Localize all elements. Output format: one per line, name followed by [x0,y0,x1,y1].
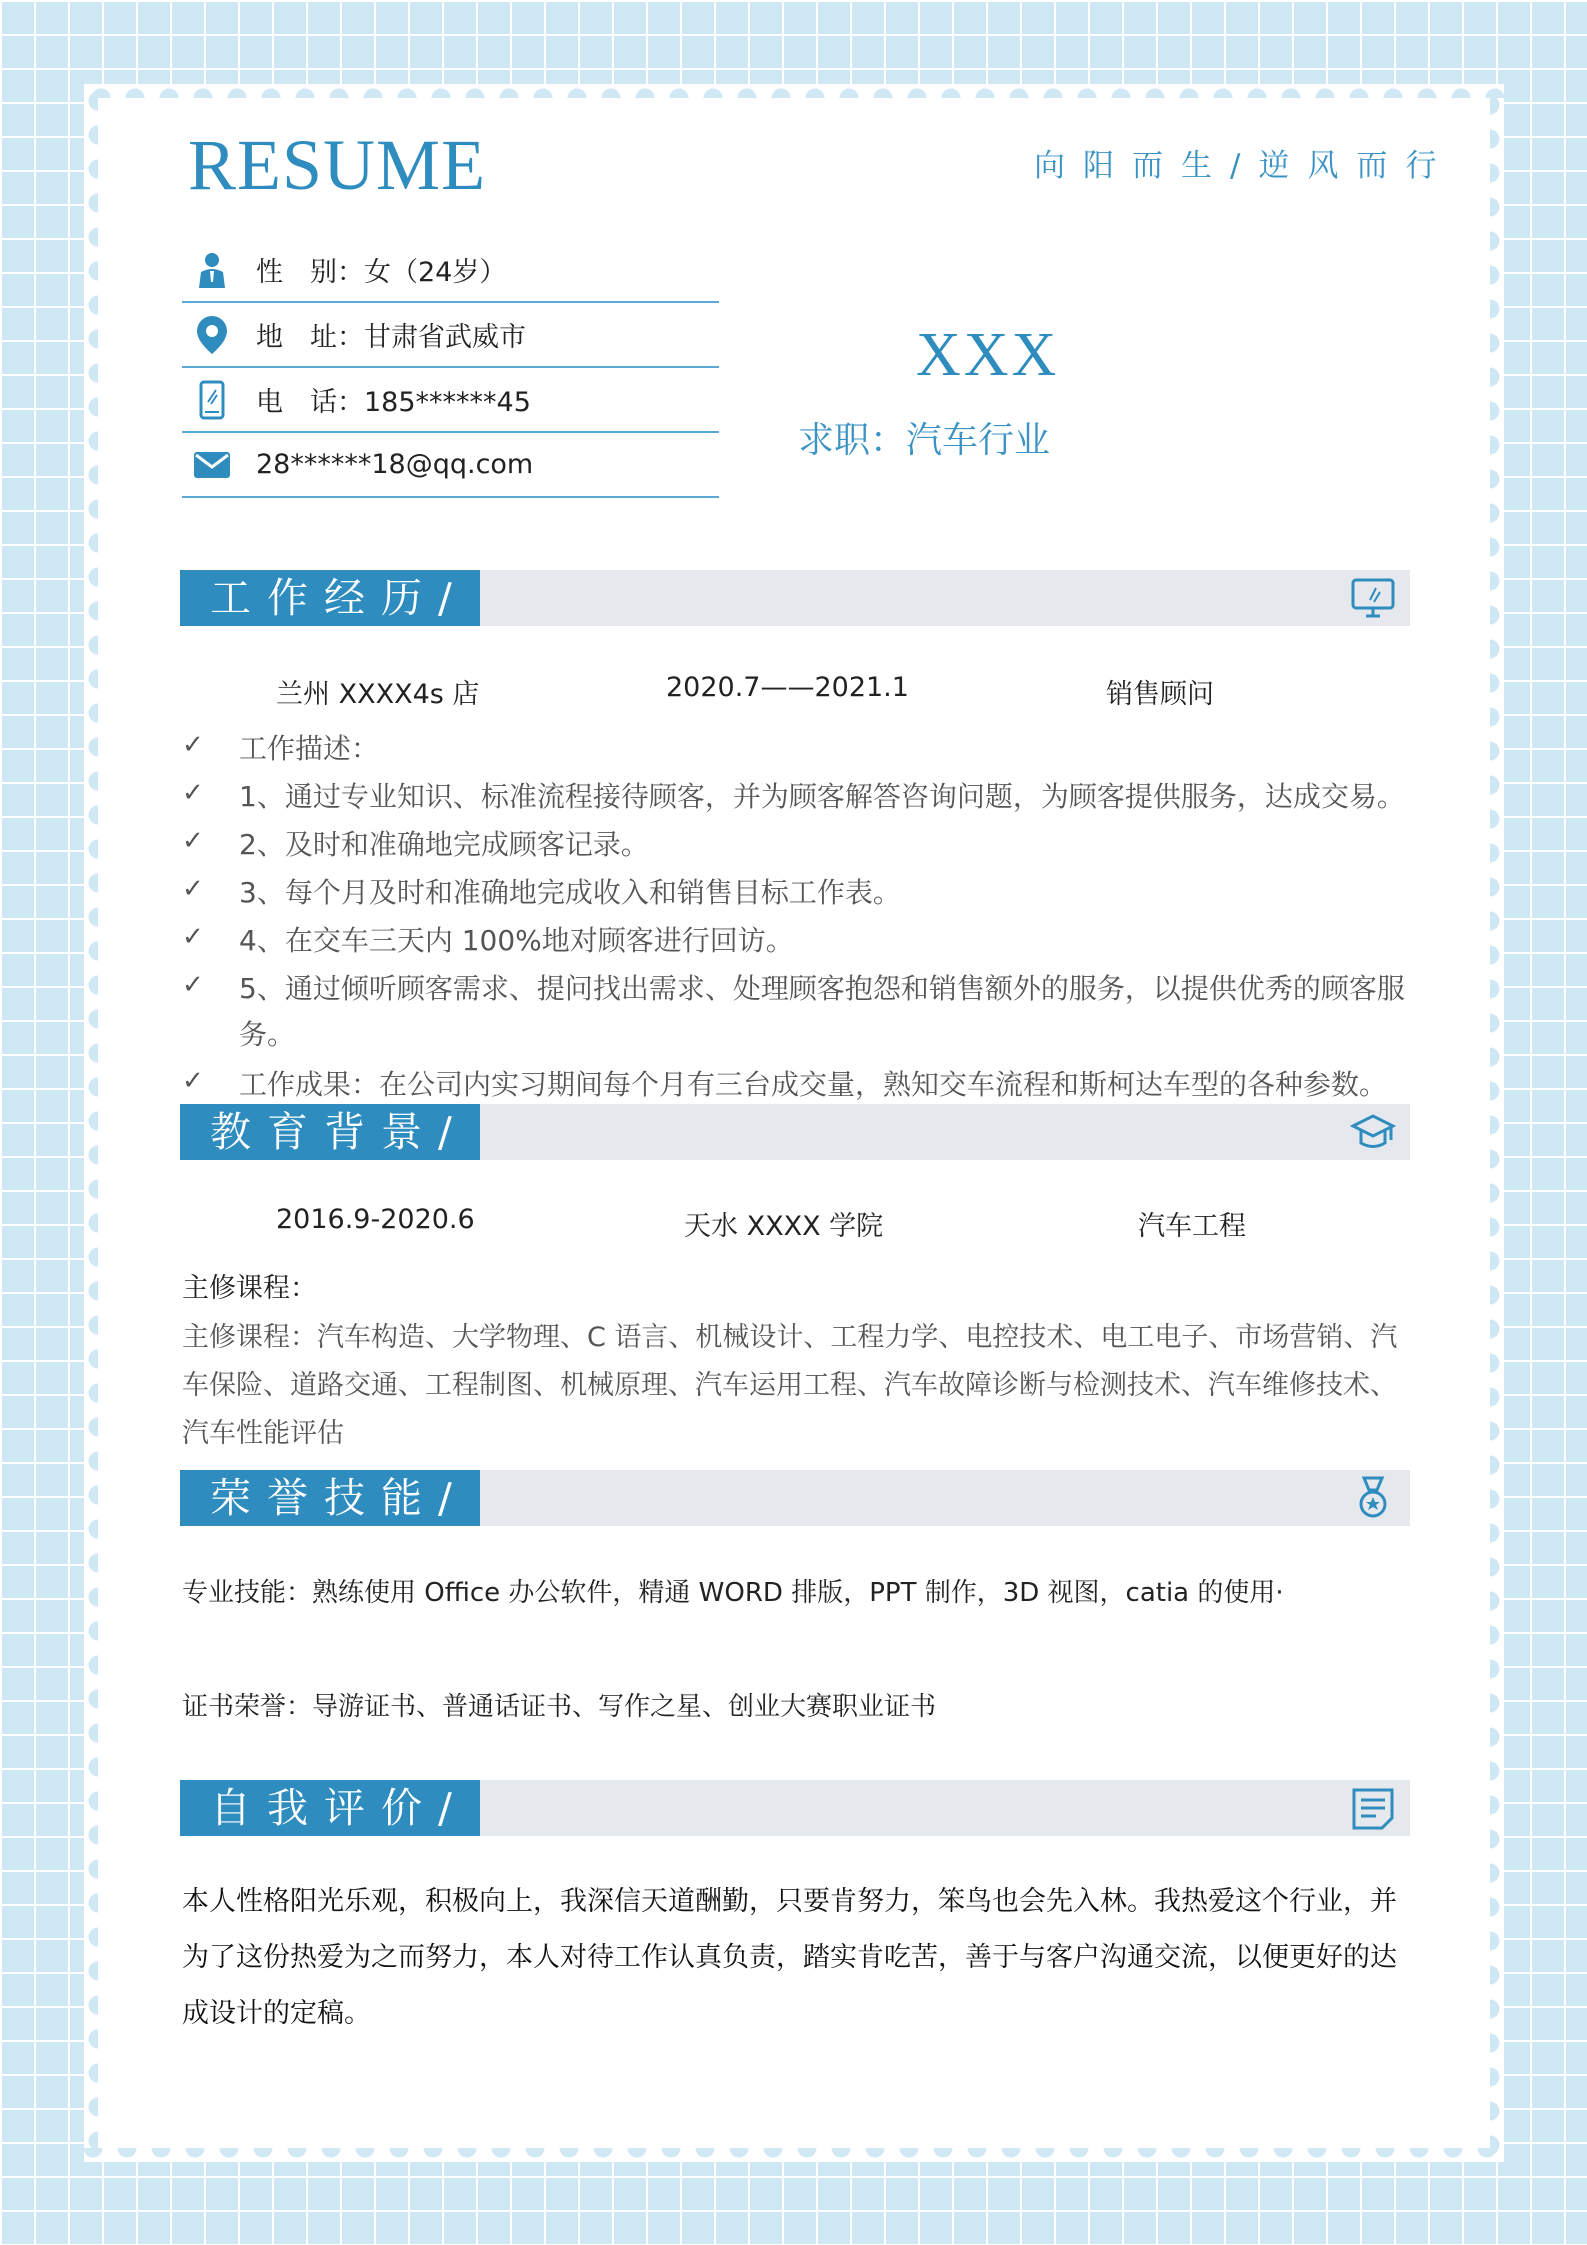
work-item: 3、每个月及时和准确地完成收入和销售目标工作表。 [239,876,901,909]
contact-phone-label: 电 话：185******45 [256,387,531,418]
job-objective: 求职：汽车行业 [798,420,1051,461]
contact-phone [182,368,719,433]
resume-title: RESUME [188,125,487,205]
work-company: 兰州 XXXX4s 店 [276,679,480,710]
courses-label: 主修课程： [182,1273,317,1304]
check-icon: ✓ [182,970,204,1000]
work-item: 5、通过倾听顾客需求、提问找出需求、处理顾客抱怨和销售额外的服务，以提供优秀的顾客服务。 [239,972,1405,1051]
phone-icon [192,380,232,420]
work-item: 工作描述： [239,732,380,765]
check-icon: ✓ [182,778,204,808]
contact-address-label: 地 址：甘肃省武威市 [256,322,526,353]
notes-icon [1350,1786,1396,1830]
section-skills-title: 荣誉技能/ [180,1470,480,1526]
courses-list: 主修课程：汽车构造、大学物理、C 语言、机械设计、工程力学、电控技术、电工电子、市场营销、汽车保险、道路交通、工程制图、机械原理、汽车运用工程、汽车故障诊断与检测技术、汽车维修技术、汽车性能评估 [182,1322,1398,1449]
medal-icon [1350,1476,1396,1520]
candidate-name: XXX [916,321,1060,389]
monitor-icon [1350,576,1396,620]
work-item: 4、在交车三天内 100%地对顾客进行回访。 [239,924,794,957]
graduation-cap-icon [1350,1110,1396,1154]
email-icon [192,445,232,485]
check-icon: ✓ [182,730,204,760]
check-icon: ✓ [182,874,204,904]
education-major: 汽车工程 [1138,1211,1246,1242]
contact-address [182,303,719,368]
section-work-header [180,570,1410,626]
education-school: 天水 XXXX 学院 [684,1211,884,1242]
check-icon: ✓ [182,826,204,856]
contact-gender [182,238,719,303]
work-item: 2、及时和准确地完成顾客记录。 [239,828,649,861]
contact-email-label: 28******18@qq.com [256,449,534,480]
skills-professional: 专业技能：熟练使用 Office 办公软件，精通 WORD 排版，PPT 制作，3D 视图，catia 的使用· [182,1578,1284,1608]
work-period: 2020.7——2021.1 [666,672,909,703]
section-work-title: 工作经历/ [180,570,480,626]
check-icon: ✓ [182,1066,204,1096]
section-self-header [180,1780,1410,1836]
work-item: 1、通过专业知识、标准流程接待顾客，并为顾客解答咨询问题，为顾客提供服务，达成交易。 [239,780,1405,813]
education-period: 2016.9-2020.6 [276,1204,475,1235]
resume-page [100,100,1488,2146]
slogan: 向阳而生/逆风而行 [1034,148,1455,184]
work-item: 工作成果：在公司内实习期间每个月有三台成交量，熟知交车流程和斯柯达车型的各种参数。 [239,1068,1388,1101]
section-self-title: 自我评价/ [180,1780,480,1836]
work-position: 销售顾问 [1106,679,1214,710]
person-icon [192,250,232,290]
contact-email [182,433,719,498]
contact-gender-label: 性 别：女（24岁） [256,257,507,288]
skills-certificates: 证书荣誉：导游证书、普通话证书、写作之星、创业大赛职业证书 [182,1692,937,1722]
location-pin-icon [192,315,232,355]
self-evaluation-text: 本人性格阳光乐观，积极向上，我深信天道酬勤，只要肯努力，笨鸟也会先入林。我热爱这个行业，并为了这份热爱为之而努力，本人对待工作认真负责，踏实肯吃苦，善于与客户沟通交流，以便更好的达成设计的定稿。 [182,1886,1397,2029]
section-skills-header [180,1470,1410,1526]
section-education-header [180,1104,1410,1160]
section-education-title: 教育背景/ [180,1104,480,1160]
check-icon: ✓ [182,922,204,952]
